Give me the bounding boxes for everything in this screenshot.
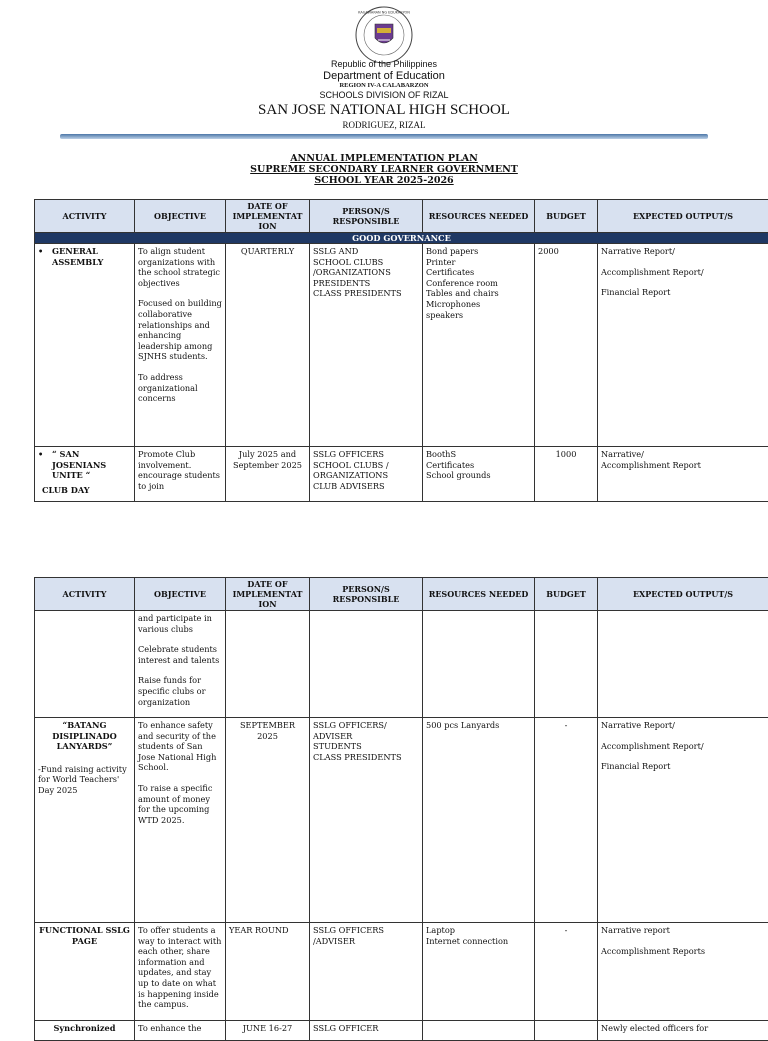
objective-cell: To enhance the xyxy=(135,1021,226,1041)
date-cell: YEAR ROUND xyxy=(226,923,310,1021)
table-header-row xyxy=(35,200,768,233)
activity-name: GENERAL ASSEMBLY xyxy=(52,246,131,267)
persons-cell: SSLG OFFICER xyxy=(310,1021,423,1041)
person-line: CLASS PRESIDENTS xyxy=(313,288,419,299)
date-cell: QUARTERLY xyxy=(226,244,310,447)
header-division: SCHOOLS DIVISION OF RIZAL xyxy=(0,91,768,100)
table-row xyxy=(35,923,768,1021)
document-title xyxy=(0,153,768,186)
objective-cell xyxy=(135,611,226,718)
col-resources: RESOURCES NEEDED xyxy=(423,578,535,611)
header-republic: Republic of the Philippines xyxy=(0,60,768,69)
header-school-name: SAN JOSE NATIONAL HIGH SCHOOL xyxy=(0,103,768,118)
persons-cell xyxy=(310,244,423,447)
col-resources: RESOURCES NEEDED xyxy=(423,200,535,233)
person-line: /ADVISER xyxy=(313,936,419,947)
bullet-icon: • xyxy=(38,246,52,267)
date-cell: JUNE 16-27 xyxy=(226,1021,310,1041)
person-line: CLUB ADVISERS xyxy=(313,481,419,492)
activity-cell: Synchronized xyxy=(35,1021,135,1041)
resource-line: Certificates xyxy=(426,267,531,278)
person-line: SCHOOL CLUBS xyxy=(313,257,419,268)
persons-cell xyxy=(310,447,423,502)
resource-line: Tables and chairs xyxy=(426,288,531,299)
resource-line: Bond papers xyxy=(426,246,531,257)
col-activity: ACTIVITY xyxy=(35,200,135,233)
deped-seal-logo xyxy=(355,6,413,64)
output-line: Accomplishment Report/ xyxy=(601,741,765,752)
output-line: Financial Report xyxy=(601,761,765,772)
title-line-3: SCHOOL YEAR 2025-2026 xyxy=(0,175,768,186)
persons-cell xyxy=(310,611,423,718)
resources-cell: 500 pcs Lanyards xyxy=(423,718,535,923)
output-cell xyxy=(598,244,768,447)
output-cell: Newly elected officers for xyxy=(598,1021,768,1041)
col-date: DATE OF IMPLEMENTAT ION xyxy=(226,578,310,611)
objective-cell xyxy=(135,718,226,923)
budget-cell: 1000 xyxy=(535,447,598,502)
output-line: Accomplishment Report/ xyxy=(601,267,765,278)
budget-cell: - xyxy=(535,718,598,923)
plan-table-1 xyxy=(34,199,768,502)
output-line: Accomplishment Reports xyxy=(601,946,765,957)
table-row xyxy=(35,447,768,502)
resource-line: Conference room xyxy=(426,278,531,289)
person-line: SSLG OFFICERS xyxy=(313,449,419,460)
activity-cell: FUNCTIONAL SSLG PAGE xyxy=(35,923,135,1021)
activity-cell xyxy=(35,447,135,502)
resource-line: Certificates xyxy=(426,460,531,471)
budget-cell: - xyxy=(535,923,598,1021)
plan-table-2 xyxy=(34,577,768,1041)
header-department: Department of Education xyxy=(0,71,768,82)
table-header-row xyxy=(35,578,768,611)
activity-cell xyxy=(35,611,135,718)
col-objective: OBJECTIVE xyxy=(135,578,226,611)
objective-text: To enhance safety and security of the students of San Jose National High School. xyxy=(138,720,222,773)
budget-cell xyxy=(535,611,598,718)
title-line-1: ANNUAL IMPLEMENTATION PLAN xyxy=(0,153,768,164)
output-line: Accomplishment Report xyxy=(601,460,765,471)
section-title: GOOD GOVERNANCE xyxy=(35,233,768,244)
objective-text: To address organizational concerns xyxy=(138,372,222,404)
objective-text: Focused on building collaborative relationships and enhancing leadership among SJNHS students. xyxy=(138,298,222,362)
header-divider xyxy=(60,134,708,139)
person-line: CLASS PRESIDENTS xyxy=(313,752,419,763)
col-date: DATE OF IMPLEMENTAT ION xyxy=(226,200,310,233)
col-budget: BUDGET xyxy=(535,200,598,233)
activity-name: CLUB DAY xyxy=(38,485,131,496)
col-objective: OBJECTIVE xyxy=(135,200,226,233)
person-line: ORGANIZATIONS xyxy=(313,470,419,481)
objective-cell xyxy=(135,244,226,447)
title-line-2: SUPREME SECONDARY LEARNER GOVERNMENT xyxy=(0,164,768,175)
objective-text: Raise funds for specific clubs or organization xyxy=(138,675,222,707)
person-line: SCHOOL CLUBS / xyxy=(313,460,419,471)
output-line: Narrative Report/ xyxy=(601,720,765,731)
resource-line: Microphones xyxy=(426,299,531,310)
table-row xyxy=(35,611,768,718)
col-output: EXPECTED OUTPUT/S xyxy=(598,200,768,233)
output-line: Narrative Report/ xyxy=(601,246,765,257)
resource-line: speakers xyxy=(426,310,531,321)
col-activity: ACTIVITY xyxy=(35,578,135,611)
objective-text: To raise a specific amount of money for the upcoming WTD 2025. xyxy=(138,783,222,825)
col-output: EXPECTED OUTPUT/S xyxy=(598,578,768,611)
section-row xyxy=(35,233,768,244)
col-budget: BUDGET xyxy=(535,578,598,611)
objective-cell: Promote Club involvement. encourage students to join xyxy=(135,447,226,502)
output-cell xyxy=(598,447,768,502)
resource-line: School grounds xyxy=(426,470,531,481)
output-line: Financial Report xyxy=(601,287,765,298)
activity-cell xyxy=(35,244,135,447)
objective-text: To align student organizations with the school strategic objectives xyxy=(138,246,222,288)
resource-line: Laptop xyxy=(426,925,531,936)
date-cell: July 2025 and September 2025 xyxy=(226,447,310,502)
date-cell: SEPTEMBER 2025 xyxy=(226,718,310,923)
objective-cell: To offer students a way to interact with each other, share information and updates, and stay up to date on what is happening inside the campus. xyxy=(135,923,226,1021)
person-line: SSLG OFFICERS/ xyxy=(313,720,419,731)
activity-cell xyxy=(35,718,135,923)
person-line: SSLG AND xyxy=(313,246,419,257)
col-persons: PERSON/S RESPONSIBLE xyxy=(310,200,423,233)
resource-line: Printer xyxy=(426,257,531,268)
resources-cell xyxy=(423,244,535,447)
person-line: SSLG OFFICERS xyxy=(313,925,419,936)
person-line: PRESIDENTS xyxy=(313,278,419,289)
bullet-icon: • xyxy=(38,449,52,481)
output-line: Narrative/ xyxy=(601,449,765,460)
activity-name: “BATANG DISIPLINADO LANYARDS” xyxy=(38,720,131,752)
header-region: REGION IV-A CALABARZON xyxy=(0,83,768,90)
person-line: /ORGANIZATIONS xyxy=(313,267,419,278)
resources-cell xyxy=(423,923,535,1021)
person-line: ADVISER xyxy=(313,731,419,742)
col-persons: PERSON/S RESPONSIBLE xyxy=(310,578,423,611)
activity-name: “ SAN JOSENIANS UNITE “ xyxy=(52,449,131,481)
person-line: STUDENTS xyxy=(313,741,419,752)
output-line: Narrative report xyxy=(601,925,765,936)
header-location: RODRIGUEZ, RIZAL xyxy=(0,121,768,130)
output-cell xyxy=(598,611,768,718)
svg-text:KAGAWARAN NG EDUKASYON: KAGAWARAN NG EDUKASYON xyxy=(358,11,410,15)
resource-line: BoothS xyxy=(426,449,531,460)
resource-line: Internet connection xyxy=(426,936,531,947)
objective-text: Celebrate students interest and talents xyxy=(138,644,222,665)
output-cell xyxy=(598,718,768,923)
resources-cell xyxy=(423,447,535,502)
budget-cell: 2000 xyxy=(535,244,598,447)
resources-cell xyxy=(423,611,535,718)
persons-cell xyxy=(310,718,423,923)
activity-note: -Fund raising activity for World Teachers' Day 2025 xyxy=(38,764,131,796)
table-row xyxy=(35,718,768,923)
objective-text: and participate in various clubs xyxy=(138,613,222,634)
date-cell xyxy=(226,611,310,718)
output-cell xyxy=(598,923,768,1021)
table-row xyxy=(35,244,768,447)
persons-cell xyxy=(310,923,423,1021)
